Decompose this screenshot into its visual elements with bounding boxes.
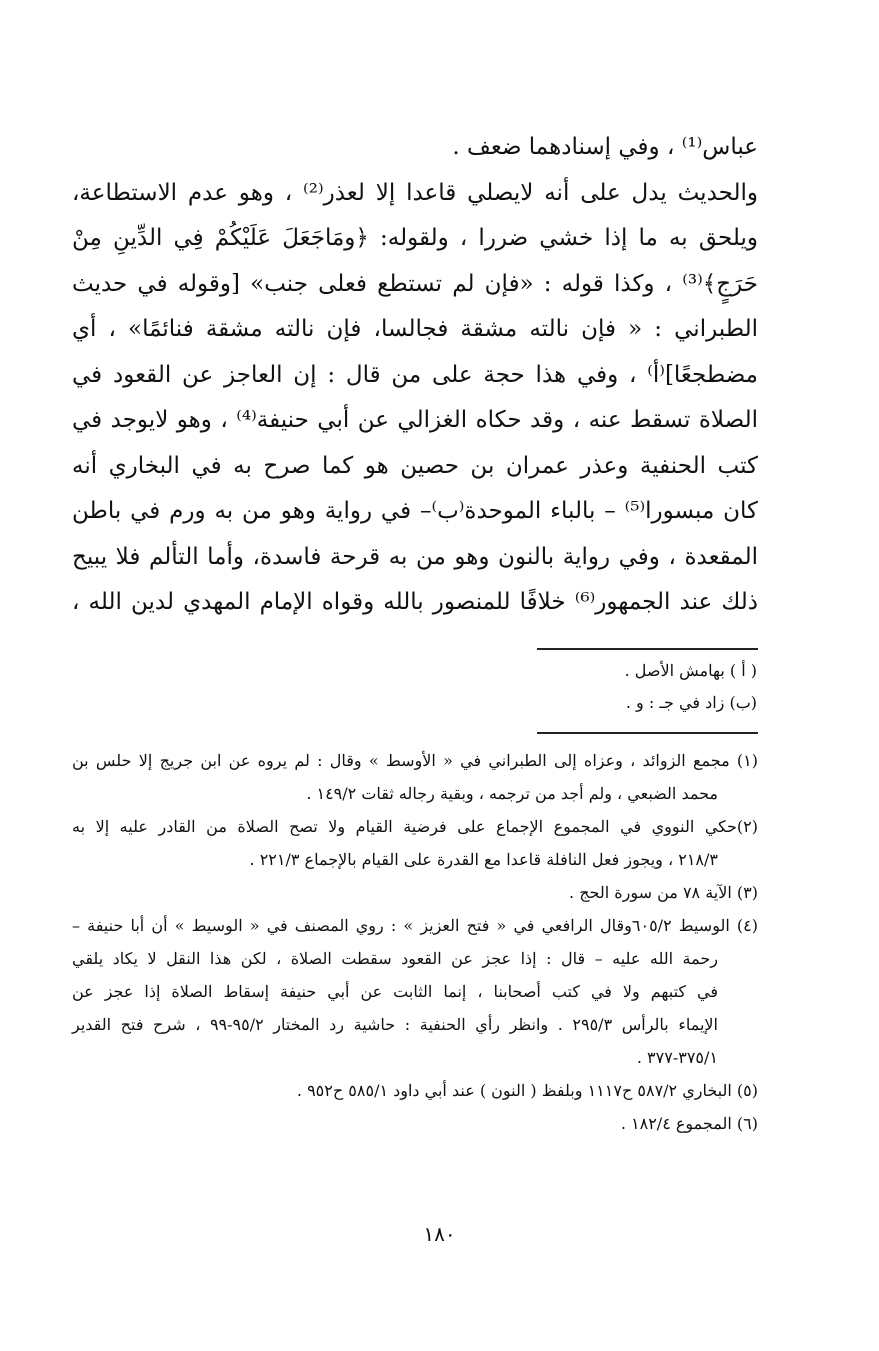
footnote-line: في كتبهم ولا في كتب أصحابنا ، إنما الثابت عن أبي حنيفة إسقاط الصلاة إذا عجز عن [72, 982, 718, 1001]
body-line: ذلك عند الجمهور⁽⁶⁾ خلافًا للمنصور بالله وقواه الإمام المهدي لدين الله ، [72, 589, 758, 615]
body-line: كان مبسورا⁽⁵⁾ – بالباء الموحدة⁽ب⁾– في رواية وهو من به ورم في باطن [72, 498, 759, 524]
body-line: الطبراني : « فإن نالته مشقة فجالسا، فإن نالته مشقة فنائمًا» ، أي [72, 316, 758, 342]
body-line: الصلاة تسقط عنه ، وقد حكاه الغزالي عن أبي حنيفة⁽⁴⁾ ، وهو لايوجد في [72, 407, 758, 433]
margin-note: ( أ ) بهامش الأصل . [624, 661, 757, 680]
footnote-line: الإيماء بالرأس ٢٩٥/٣ . وانظر رأي الحنفية : حاشية رد المختار ٩٥/٢-٩٩ ، شرح فتح القدير [72, 1015, 718, 1034]
body-line: عباس⁽¹⁾ ، وفي إسنادهما ضعف . [452, 134, 758, 160]
footnote-line: (٣) الآية ٧٨ من سورة الحج . [569, 883, 758, 902]
main-text [72, 125, 758, 626]
page-number: ١٨٠ [423, 1222, 456, 1246]
divider-rule [537, 732, 758, 734]
footnote-line: محمد الضبعي ، ولم أجد من ترجمه ، وبقية رجاله ثقات ١٤٩/٢ . [306, 784, 718, 803]
footnotes [72, 744, 758, 1140]
footnote-line: (٢)حكي النووي في المجموع الإجماع على فرضية القيام ولا تصح الصلاة من القادر عليه إلا به [72, 817, 758, 836]
footnote-line: (١) مجمع الزوائد ، وعزاه إلى الطبراني في « الأوسط » وقال : لم يروه عن ابن جريج إلا حلس بن [72, 751, 759, 770]
body-line: والحديث يدل على أنه لايصلي قاعدا إلا لعذر⁽²⁾ ، وهو عدم الاستطاعة، [72, 179, 758, 206]
divider-rule [537, 648, 758, 650]
body-line: حَرَجٍ﴾⁽³⁾ ، وكذا قوله : «فإن لم تستطع فعلى جنب» [وقوله في حديث [72, 270, 758, 297]
body-line: المقعدة ، وفي رواية بالنون وهو من به قرحة فاسدة، وأما التألم فلا يبيح [72, 543, 758, 570]
footnote-line: ٢١٨/٣ ، ويجوز فعل النافلة قاعدا مع القدرة على القيام بالإجماع ٢٢١/٣ . [249, 850, 718, 869]
body-line: مضطجعًا]⁽أ⁾ ، وفي هذا حجة على من قال : إن العاجز عن القعود في [72, 361, 758, 388]
body-line: ويلحق به ما إذا خشي ضررا ، ولقوله: ﴿ومَاجَعَلَ عَلَيْكُمْ فِي الدِّينِ مِنْ [72, 225, 758, 251]
footnote-line: (٥) البخاري ٥٨٧/٢ ح١١١٧ وبلفظ ( النون ) عند أبي داود ٥٨٥/١ ح٩٥٢ . [296, 1081, 758, 1100]
footnote-line: (٦) المجموع ١٨٢/٤ . [620, 1114, 758, 1133]
margin-notes [430, 655, 757, 719]
margin-note: (ب) زاد في جـ : و . [625, 693, 757, 712]
footnote-line: رحمة الله عليه – قال : إذا عجز عن القعود سقطت الصلاة ، لكن هذا النقل لا يكاد يلقي [72, 949, 718, 968]
footnote-line: ٣٧٥/١-٣٧٧ . [636, 1048, 718, 1067]
body-line: كتب الحنفية وعذر عمران بن حصين هو كما صرح به في البخاري أنه [72, 452, 758, 479]
footnote-line: (٤) الوسيط ٦٠٥/٢وقال الرافعي في « فتح العزيز » : روي المصنف في « الوسيط » أن أبا حنيفة – [72, 916, 759, 935]
